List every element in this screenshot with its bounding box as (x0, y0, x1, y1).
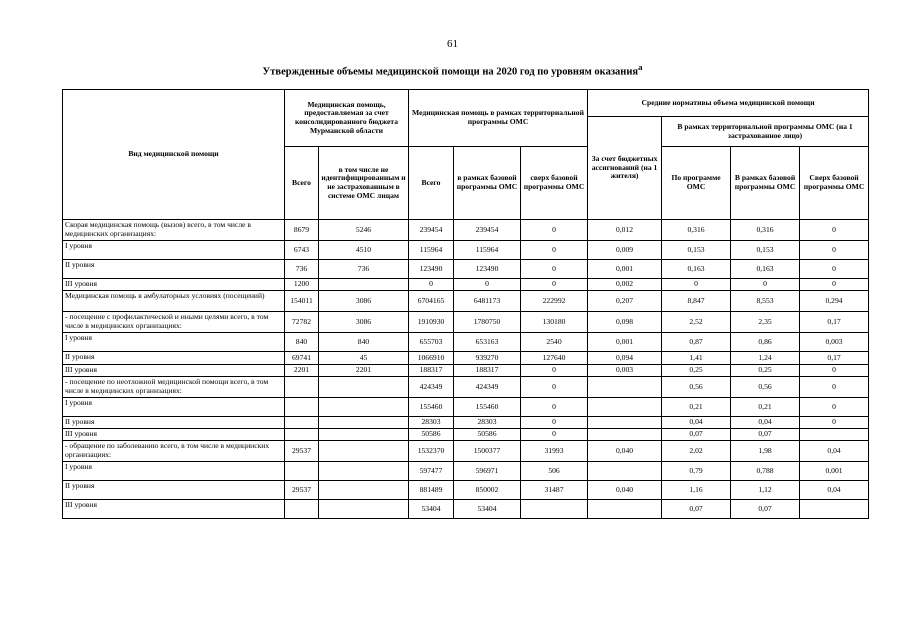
cell-consolidated-total (285, 500, 319, 519)
cell-consolidated-unidentified: 840 (319, 333, 409, 352)
title-footnote-marker: а (638, 62, 643, 72)
cell-norm-above-basic: 0 (800, 241, 869, 260)
row-care-type: - посещение с профилактической и иными целями всего, в том числе в медицинских организациях: (63, 312, 285, 333)
cell-norm-per-oms: 0,07 (662, 429, 731, 441)
header-norm-above-basic: Сверх базовой программы ОМС (800, 147, 869, 220)
cell-budget-norm: 0,094 (588, 352, 662, 365)
row-care-type: II уровня (63, 481, 285, 500)
cell-consolidated-unidentified (319, 462, 409, 481)
cell-norm-basic: 2,35 (731, 312, 800, 333)
cell-territorial-basic: 1500377 (454, 441, 521, 462)
cell-norm-above-basic: 0 (800, 365, 869, 377)
table-row (63, 312, 869, 333)
header-territorial-above-basic: сверх базовой программы ОМС (521, 147, 588, 220)
row-care-type: III уровня (63, 500, 285, 519)
cell-norm-above-basic (800, 429, 869, 441)
cell-territorial-total: 1066910 (409, 352, 454, 365)
document-title-text: Утвержденные объемы медицинской помощи на 2020 год по уровням оказания (262, 66, 639, 78)
cell-territorial-above-basic: 0 (521, 220, 588, 241)
cell-consolidated-unidentified (319, 481, 409, 500)
cell-norm-per-oms: 0,07 (662, 500, 731, 519)
table-row (63, 352, 869, 365)
cell-consolidated-unidentified (319, 441, 409, 462)
row-care-type: I уровня (63, 241, 285, 260)
cell-norm-basic: 0,56 (731, 377, 800, 398)
cell-territorial-total: 53404 (409, 500, 454, 519)
cell-territorial-above-basic: 31487 (521, 481, 588, 500)
cell-norm-basic: 0,163 (731, 260, 800, 279)
cell-norm-per-oms: 2,52 (662, 312, 731, 333)
cell-consolidated-unidentified (319, 398, 409, 417)
cell-consolidated-total: 72782 (285, 312, 319, 333)
header-norm-per-oms: По программе ОМС (662, 147, 731, 220)
cell-territorial-total: 1532370 (409, 441, 454, 462)
cell-budget-norm: 0,012 (588, 220, 662, 241)
cell-norm-above-basic: 0,001 (800, 462, 869, 481)
cell-budget-norm (588, 398, 662, 417)
cell-territorial-total: 655703 (409, 333, 454, 352)
table-row (63, 398, 869, 417)
cell-norm-per-oms: 0 (662, 279, 731, 291)
cell-norm-per-oms: 0,316 (662, 220, 731, 241)
cell-territorial-total: 597477 (409, 462, 454, 481)
table-row (63, 260, 869, 279)
cell-budget-norm: 0,207 (588, 291, 662, 312)
cell-norm-per-oms: 0,25 (662, 365, 731, 377)
row-care-type: III уровня (63, 279, 285, 291)
cell-territorial-above-basic: 31993 (521, 441, 588, 462)
cell-norm-basic: 0,316 (731, 220, 800, 241)
table-row (63, 481, 869, 500)
cell-norm-per-oms: 2,02 (662, 441, 731, 462)
cell-norm-per-oms: 8,847 (662, 291, 731, 312)
cell-norm-basic: 0,04 (731, 417, 800, 429)
cell-norm-per-oms: 0,56 (662, 377, 731, 398)
cell-norm-above-basic: 0 (800, 220, 869, 241)
cell-norm-per-oms: 0,21 (662, 398, 731, 417)
document-title (0, 62, 905, 78)
cell-norm-basic: 0,153 (731, 241, 800, 260)
table-row (63, 291, 869, 312)
cell-territorial-above-basic: 0 (521, 241, 588, 260)
cell-norm-per-oms: 0,87 (662, 333, 731, 352)
cell-norm-above-basic: 0,17 (800, 312, 869, 333)
cell-norm-above-basic: 0 (800, 260, 869, 279)
cell-norm-above-basic: 0,294 (800, 291, 869, 312)
cell-territorial-total: 188317 (409, 365, 454, 377)
cell-budget-norm: 0,001 (588, 333, 662, 352)
cell-norm-basic: 0,21 (731, 398, 800, 417)
cell-territorial-basic: 115964 (454, 241, 521, 260)
cell-consolidated-total: 840 (285, 333, 319, 352)
cell-consolidated-unidentified (319, 429, 409, 441)
cell-territorial-total: 155460 (409, 398, 454, 417)
cell-norm-above-basic: 0,003 (800, 333, 869, 352)
cell-norm-basic: 1,24 (731, 352, 800, 365)
header-territorial-program: Медицинская помощь в рамках территориальной программы ОМС (409, 90, 588, 147)
table-row (63, 429, 869, 441)
row-care-type: Скорая медицинская помощь (вызов) всего, в том числе в медицинских организациях: (63, 220, 285, 241)
cell-consolidated-total (285, 462, 319, 481)
cell-budget-norm (588, 429, 662, 441)
cell-budget-norm: 0,009 (588, 241, 662, 260)
cell-norm-above-basic: 0 (800, 377, 869, 398)
cell-budget-norm: 0,002 (588, 279, 662, 291)
cell-norm-per-oms: 0,163 (662, 260, 731, 279)
cell-consolidated-total: 2201 (285, 365, 319, 377)
cell-norm-per-oms: 1,41 (662, 352, 731, 365)
cell-territorial-above-basic: 0 (521, 279, 588, 291)
cell-territorial-basic: 6481173 (454, 291, 521, 312)
row-care-type: II уровня (63, 260, 285, 279)
cell-consolidated-total: 736 (285, 260, 319, 279)
row-care-type: I уровня (63, 333, 285, 352)
row-care-type: I уровня (63, 398, 285, 417)
table-row (63, 241, 869, 260)
cell-territorial-total: 115964 (409, 241, 454, 260)
cell-territorial-above-basic: 2540 (521, 333, 588, 352)
table-row (63, 220, 869, 241)
cell-norm-above-basic: 0,17 (800, 352, 869, 365)
cell-norm-basic: 0,25 (731, 365, 800, 377)
cell-norm-above-basic: 0 (800, 398, 869, 417)
header-territorial-total: Всего (409, 147, 454, 220)
cell-territorial-basic: 123490 (454, 260, 521, 279)
cell-norm-basic: 1,98 (731, 441, 800, 462)
cell-consolidated-unidentified: 4510 (319, 241, 409, 260)
cell-budget-norm: 0,098 (588, 312, 662, 333)
cell-territorial-basic: 1780750 (454, 312, 521, 333)
cell-territorial-total: 1910930 (409, 312, 454, 333)
cell-norm-above-basic (800, 500, 869, 519)
header-consolidated-unidentified: в том числе не идентифицированным и не застрахованным в системе ОМС лицам (319, 147, 409, 220)
cell-norm-per-oms: 0,153 (662, 241, 731, 260)
table-row (63, 279, 869, 291)
cell-consolidated-unidentified (319, 279, 409, 291)
cell-norm-per-oms: 0,79 (662, 462, 731, 481)
cell-territorial-above-basic: 0 (521, 377, 588, 398)
table-row (63, 500, 869, 519)
cell-consolidated-unidentified: 736 (319, 260, 409, 279)
cell-budget-norm: 0,040 (588, 441, 662, 462)
cell-territorial-basic: 155460 (454, 398, 521, 417)
cell-territorial-basic: 0 (454, 279, 521, 291)
row-care-type: III уровня (63, 365, 285, 377)
cell-consolidated-total: 1200 (285, 279, 319, 291)
header-average-norms: Средние нормативы объема медицинской помощи (588, 90, 869, 117)
row-care-type: I уровня (63, 462, 285, 481)
cell-consolidated-total: 154011 (285, 291, 319, 312)
cell-consolidated-total: 29537 (285, 441, 319, 462)
cell-norm-per-oms: 0,04 (662, 417, 731, 429)
cell-consolidated-total: 69741 (285, 352, 319, 365)
row-care-type: III уровня (63, 429, 285, 441)
cell-territorial-basic: 424349 (454, 377, 521, 398)
cell-norm-per-oms: 1,16 (662, 481, 731, 500)
table-body (63, 220, 869, 519)
cell-norm-basic: 0,07 (731, 429, 800, 441)
cell-territorial-total: 123490 (409, 260, 454, 279)
cell-norm-basic: 0,86 (731, 333, 800, 352)
cell-territorial-total: 0 (409, 279, 454, 291)
cell-territorial-total: 6704165 (409, 291, 454, 312)
cell-consolidated-unidentified (319, 417, 409, 429)
header-norms-oms: В рамках территориальной программы ОМС (на 1 застрахованное лицо) (662, 117, 869, 147)
cell-territorial-above-basic: 130180 (521, 312, 588, 333)
cell-consolidated-unidentified: 2201 (319, 365, 409, 377)
cell-territorial-total: 239454 (409, 220, 454, 241)
cell-consolidated-total (285, 398, 319, 417)
row-care-type: - посещение по неотложной медицинской помощи всего, в том числе в медицинских организациях: (63, 377, 285, 398)
cell-norm-above-basic: 0 (800, 417, 869, 429)
cell-consolidated-unidentified (319, 500, 409, 519)
cell-budget-norm (588, 500, 662, 519)
cell-territorial-above-basic: 127640 (521, 352, 588, 365)
medical-care-volumes-table (62, 89, 869, 519)
row-care-type: - обращение по заболеванию всего, в том числе в медицинских организациях: (63, 441, 285, 462)
cell-norm-basic: 8,553 (731, 291, 800, 312)
header-norm-basic: В рамках базовой программы ОМС (731, 147, 800, 220)
cell-budget-norm: 0,001 (588, 260, 662, 279)
cell-budget-norm (588, 377, 662, 398)
cell-territorial-above-basic: 506 (521, 462, 588, 481)
cell-territorial-above-basic: 0 (521, 398, 588, 417)
cell-territorial-basic: 188317 (454, 365, 521, 377)
cell-consolidated-total (285, 417, 319, 429)
cell-territorial-above-basic: 0 (521, 260, 588, 279)
cell-territorial-basic: 50586 (454, 429, 521, 441)
cell-norm-basic: 0 (731, 279, 800, 291)
cell-territorial-above-basic: 0 (521, 417, 588, 429)
cell-consolidated-unidentified: 5246 (319, 220, 409, 241)
cell-norm-basic: 1,12 (731, 481, 800, 500)
cell-territorial-total: 424349 (409, 377, 454, 398)
page-number: 61 (447, 38, 458, 50)
cell-budget-norm: 0,003 (588, 365, 662, 377)
header-kind: Вид медицинской помощи (63, 90, 285, 220)
cell-consolidated-total: 6743 (285, 241, 319, 260)
cell-consolidated-total: 8679 (285, 220, 319, 241)
header-budget-per-resident: За счет бюджетных ассигнований (на 1 жителя) (588, 117, 662, 220)
cell-consolidated-total: 29537 (285, 481, 319, 500)
cell-territorial-above-basic: 222992 (521, 291, 588, 312)
cell-consolidated-unidentified: 45 (319, 352, 409, 365)
table-row (63, 441, 869, 462)
cell-territorial-basic: 239454 (454, 220, 521, 241)
row-care-type: II уровня (63, 417, 285, 429)
cell-consolidated-total (285, 377, 319, 398)
cell-consolidated-unidentified (319, 377, 409, 398)
cell-territorial-above-basic: 0 (521, 429, 588, 441)
cell-territorial-total: 28303 (409, 417, 454, 429)
cell-budget-norm: 0,040 (588, 481, 662, 500)
cell-territorial-above-basic: 0 (521, 365, 588, 377)
cell-territorial-basic: 28303 (454, 417, 521, 429)
row-care-type: Медицинская помощь в амбулаторных условиях (посещений) (63, 291, 285, 312)
cell-budget-norm (588, 462, 662, 481)
cell-norm-basic: 0,07 (731, 500, 800, 519)
header-territorial-basic: в рамках базовой программы ОМС (454, 147, 521, 220)
table-row (63, 377, 869, 398)
table-row (63, 417, 869, 429)
cell-consolidated-total (285, 429, 319, 441)
cell-norm-above-basic: 0,04 (800, 481, 869, 500)
cell-territorial-total: 50586 (409, 429, 454, 441)
cell-territorial-above-basic (521, 500, 588, 519)
cell-norm-above-basic: 0,04 (800, 441, 869, 462)
cell-norm-above-basic: 0 (800, 279, 869, 291)
header-row-1 (63, 90, 869, 117)
cell-territorial-basic: 653163 (454, 333, 521, 352)
cell-territorial-basic: 939270 (454, 352, 521, 365)
cell-territorial-basic: 53404 (454, 500, 521, 519)
row-care-type: II уровня (63, 352, 285, 365)
table-row (63, 333, 869, 352)
header-consolidated-total: Всего (285, 147, 319, 220)
cell-consolidated-unidentified: 3086 (319, 291, 409, 312)
cell-territorial-total: 881489 (409, 481, 454, 500)
table-row (63, 462, 869, 481)
cell-territorial-basic: 596971 (454, 462, 521, 481)
cell-norm-basic: 0,788 (731, 462, 800, 481)
table-row (63, 365, 869, 377)
cell-budget-norm (588, 417, 662, 429)
header-consolidated-budget: Медицинская помощь, предоставляемая за счет консолидированного бюджета Мурманской области (285, 90, 409, 147)
cell-territorial-basic: 850002 (454, 481, 521, 500)
cell-consolidated-unidentified: 3086 (319, 312, 409, 333)
